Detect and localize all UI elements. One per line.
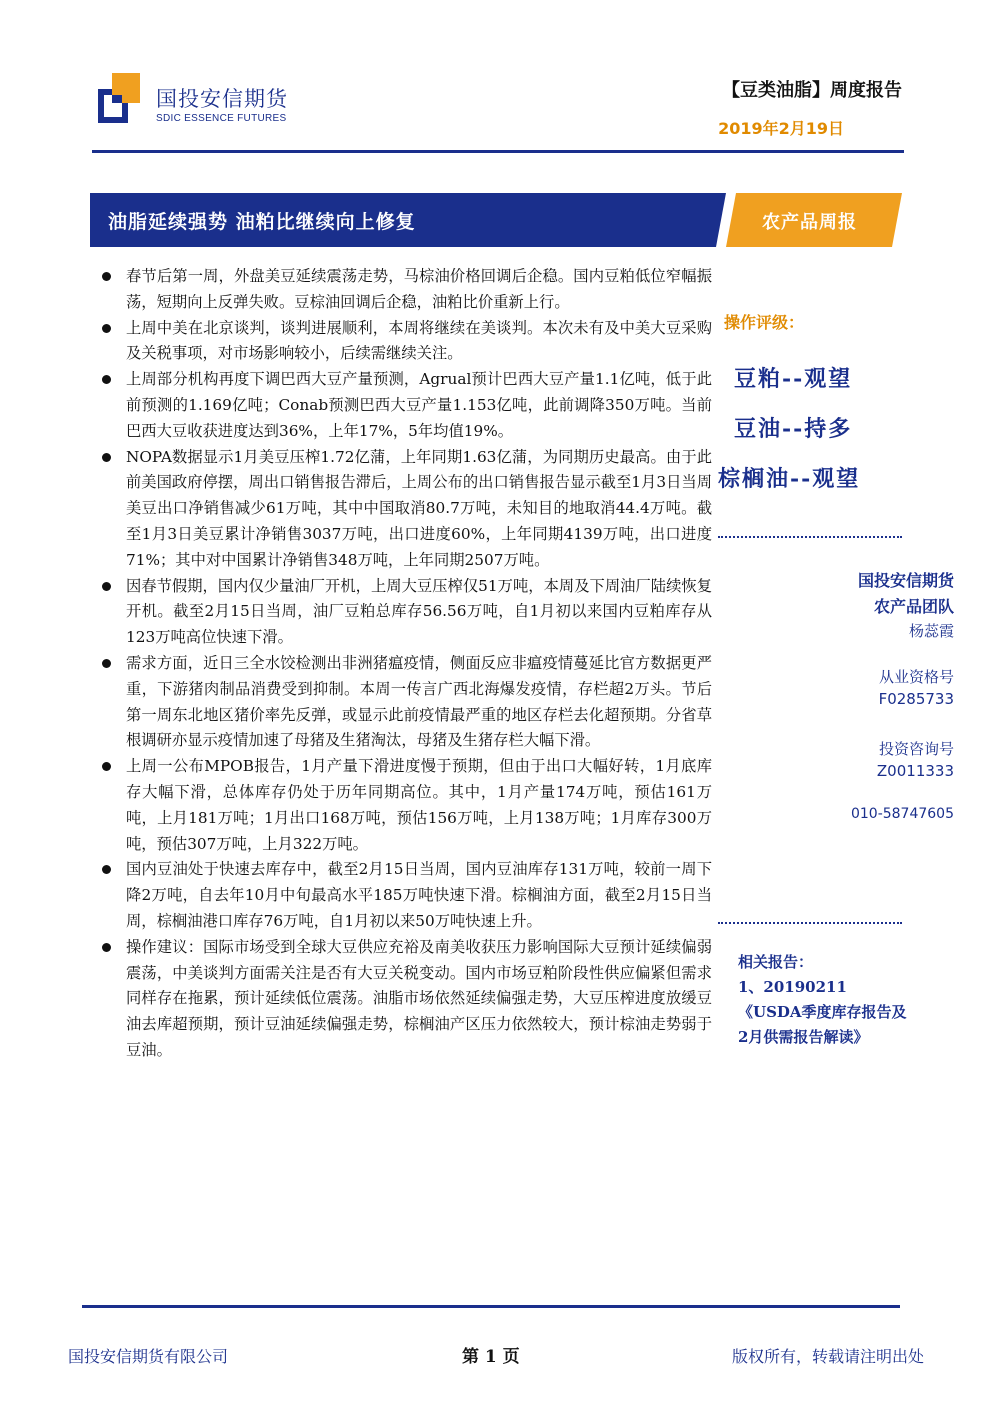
team-name: 农产品团队 — [873, 597, 954, 616]
list-item-text: 上周中美在北京谈判，谈判进展顺利，本周将继续在美谈判。本次未有及中美大豆采购及关税事项，对市场影响较小，后续需继续关注。 — [126, 318, 712, 363]
list-item-text: 需求方面，近日三全水饺检测出非洲猪瘟疫情，侧面反应非瘟疫情蔓延比官方数据更严重，下游猪肉制品消费受到抑制。本周一传言广西北海爆发疫情，存栏超2万头。节后第一周东北地区猪价率先反弹，或显示此前疫情最严重的地区存栏去化超预期。分省草根调研亦显示疫情加速了母猪及生猪淘汰，母猪及生猪存栏大幅下滑。 — [126, 653, 712, 750]
list-item — [100, 574, 712, 651]
phone-number: 010-58747605 — [850, 806, 954, 822]
rating-heading: 操作评级： — [724, 313, 805, 332]
list-item-text: 国内豆油处于快速去库存中，截至2月15日当周，国内豆油库存131万吨，较前一周下降2万吨，自去年10月中旬最高水平185万吨快速下滑。棕榈油方面，截至2月15日当周，棕榈油港口库存76万吨，自1月初以来50万吨快速上升。 — [126, 860, 712, 930]
list-item — [100, 264, 712, 316]
sidebar-divider — [718, 536, 902, 538]
team-company: 国投安信期货 — [857, 571, 954, 590]
qualification-number: F0285733 — [878, 690, 954, 708]
bullet-icon — [102, 324, 111, 333]
banner-headline: 油脂延续强势 油粕比继续向上修复 — [108, 211, 416, 233]
logo-company-name: 国投安信期货 — [156, 87, 288, 111]
bullet-icon — [102, 272, 111, 281]
list-item-text: 春节后第一周，外盘美豆延续震荡走势，马棕油价格回调后企稳。国内豆粕低位窄幅振荡，短期向上反弹失败。豆棕油回调后企稳，油粕比价重新上行。 — [126, 267, 712, 311]
footer-divider — [82, 1305, 900, 1308]
qualification-label: 从业资格号 — [878, 668, 954, 686]
bullet-icon — [102, 582, 111, 591]
rating-palmoil: 棕榈油--观望 — [718, 466, 861, 492]
list-item — [100, 935, 712, 1064]
list-item-text: 因春节假期，国内仅少量油厂开机，上周大豆压榨仅51万吨，本周及下周油厂陆续恢复开机。截至2月15日当周，油厂豆粕总库存56.56万吨，自1月初以来国内豆粕库存从123万吨高位快速下滑。 — [126, 576, 712, 647]
company-logo — [98, 73, 308, 133]
logo-company-name-en: SDIC ESSENCE FUTURES — [156, 113, 287, 124]
list-item — [100, 857, 712, 934]
bullet-icon — [102, 659, 111, 668]
list-item-text: 操作建议：国际市场受到全球大豆供应充裕及南美收获压力影响国际大豆预计延续偏弱震荡，中美谈判方面需关注是否有大豆关税变动。国内市场豆粕阶段性供应偏紧但需求同样存在拖累，预计延续低位震荡。油脂市场依然延续偏强走势，大豆压榨进度放缓豆油去库超预期，预计豆油延续偏强走势，棕榈油产区压力依然较大，预计棕油走势弱于豆油。 — [126, 937, 712, 1059]
list-item-text: 上周部分机构再度下调巴西大豆产量预测，Agrual预计巴西大豆产量1.1亿吨，低于此前预测的1.169亿吨；Conab预测巴西大豆产量1.153亿吨，此前调降350万吨。当前巴西大豆收获进度达到36%，上年17%，5年均值19%。 — [126, 370, 712, 440]
list-item — [100, 754, 712, 857]
bullet-icon — [102, 375, 111, 384]
report-date: 2019年2月19日 — [718, 119, 844, 138]
bullet-icon — [102, 943, 111, 952]
rating-soyoil: 豆油--持多 — [734, 416, 853, 442]
list-item-text: NOPA数据显示1月美豆压榨1.72亿蒲，上年同期1.63亿蒲，为同期历史最高。由于此前美国政府停摆，周出口销售报告滞后，上周公布的出口销售报告显示截至1月3日当周美豆出口净销售减少61万吨，其中中国取消80.7万吨，未知目的地取消44.4万吨。截至1月3日美豆累计净销售3037万吨，出口进度60%，上年同期4139万吨，出口进度71%；其中对中国累计净销售348万吨，上年同期2507万吨。 — [126, 447, 712, 569]
bullet-icon — [102, 762, 111, 771]
footer-copyright: 版权所有，转载请注明出处 — [731, 1347, 924, 1366]
consult-number: Z0011333 — [876, 762, 954, 780]
summary-list — [100, 264, 712, 1064]
page-number: 第 1 页 — [462, 1347, 520, 1367]
logo-mark-icon — [98, 73, 140, 123]
list-item — [100, 445, 712, 574]
bullet-icon — [102, 865, 111, 874]
related-reports-heading: 相关报告： — [738, 953, 814, 971]
analyst-name: 杨蕊霞 — [908, 622, 954, 640]
list-item — [100, 367, 712, 444]
banner-category-tag: 农产品周报 — [762, 212, 857, 233]
list-item-text: 上周一公布MPOB报告，1月产量下滑进度慢于预期，但由于出口大幅好转，1月底库存大幅下滑，总体库存仍处于历年同期高位。其中，1月产量174万吨，预估161万吨，上月181万吨；1月出口168万吨，预估156万吨，上月138万吨；1月库存300万吨，预估307万吨，上月322万吨。 — [126, 757, 712, 853]
list-item — [100, 651, 712, 754]
footer-company: 国投安信期货有限公司 — [68, 1347, 229, 1366]
header-divider — [92, 150, 904, 153]
rating-soymeal: 豆粕--观望 — [734, 366, 853, 392]
consult-label: 投资咨询号 — [878, 740, 954, 758]
related-report-link[interactable]: 1、20190211《USDA季度库存报告及2月供需报告解读》 — [738, 978, 907, 1046]
list-item — [100, 316, 712, 368]
sidebar-divider — [718, 922, 902, 924]
report-title: 【豆类油脂】周度报告 — [722, 80, 902, 101]
bullet-icon — [102, 453, 111, 462]
title-banner — [90, 193, 902, 247]
